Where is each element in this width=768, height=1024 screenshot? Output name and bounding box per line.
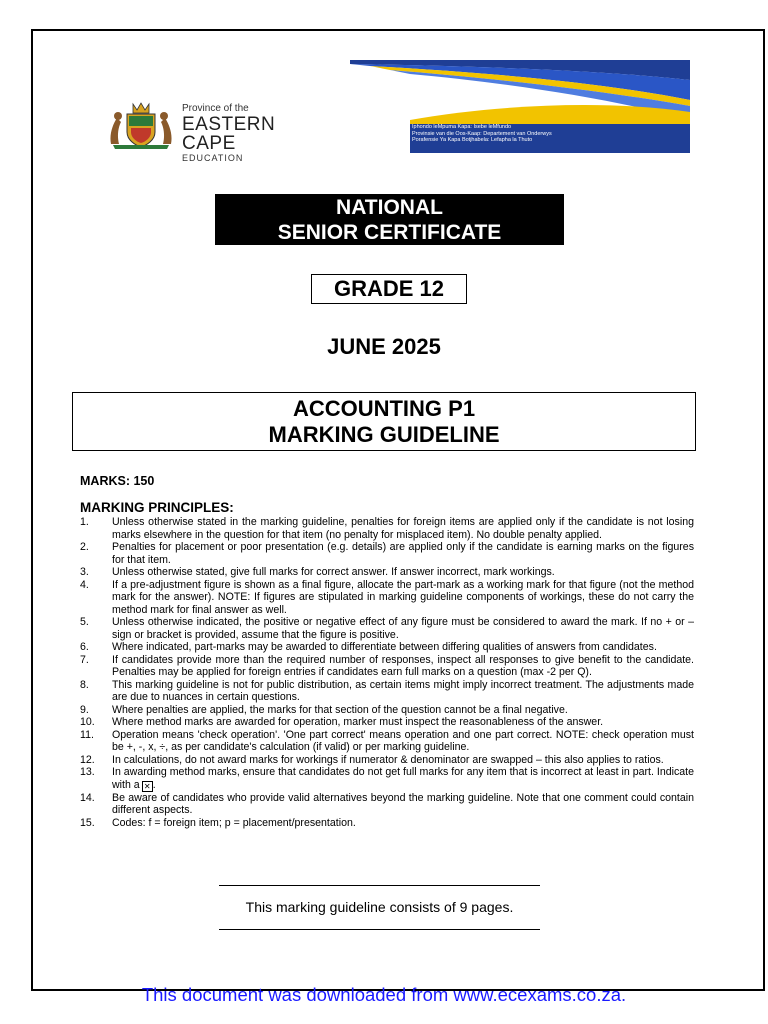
- list-item: [80, 817, 694, 830]
- item-number: 15.: [80, 816, 95, 829]
- item-number: 13.: [80, 766, 95, 778]
- item-text: Where penalties are applied, the marks for that section of the question cannot be a final negative.: [112, 703, 568, 716]
- list-item: [80, 516, 694, 541]
- list-item: [80, 641, 694, 654]
- list-item: [80, 766, 694, 792]
- coat-of-arms-icon: [107, 100, 175, 150]
- item-number: 7.: [80, 653, 89, 666]
- item-text-wrap: In awarding method marks, ensure that candidates do not get full marks for any item that is incorrect at least in part. Indicate with a ✕ .: [112, 766, 694, 791]
- list-item: [80, 541, 694, 566]
- grade-box: GRADE 12: [311, 274, 467, 304]
- document-type: MARKING GUIDELINE: [268, 422, 500, 447]
- nsc-title-box: [215, 194, 564, 245]
- marks-label: MARKS: 150: [80, 474, 155, 488]
- footer-divider-bottom: [219, 929, 540, 930]
- list-item: [80, 579, 694, 617]
- item-number: 10.: [80, 716, 95, 728]
- list-item: [80, 716, 694, 729]
- crossed-box-icon: ✕: [142, 781, 153, 792]
- item-text: If a pre-adjustment figure is shown as a final figure, allocate the part-mark as a working mark for that figure (not the method mark for the answer). NOTE: If figures are stipulated in marking guideline components of workings, these do not carry the method mark for final answer as well.: [112, 578, 694, 616]
- item-text: Unless otherwise indicated, the positive or negative effect of any figure must be considered to award the mark. If no + or – sign or bracket is provided, assume that the figure is positive.: [112, 616, 694, 641]
- province-of-label: Province of the: [182, 103, 249, 114]
- principles-heading: MARKING PRINCIPLES:: [80, 500, 234, 515]
- list-item: [80, 654, 694, 679]
- list-item: [80, 754, 694, 767]
- item-text: In calculations, do not award marks for workings if numerator & denominator are swapped – this also applies to ratios.: [112, 753, 664, 766]
- province-name: EASTERN CAPE: [182, 114, 276, 154]
- item-text: Where method marks are awarded for operation, marker must inspect the reasonableness of the answer.: [112, 716, 604, 728]
- footer-divider-top: [219, 885, 540, 886]
- item-text: If candidates provide more than the required number of responses, inspect all responses to give benefit to the candidate. Penalties may be applied for foreign entries if candidates earn full marks on a question (max -2 per Q).: [112, 653, 694, 678]
- banner-line: Provinsie van die Oos-Kaap: Departement van Onderwys: [412, 130, 552, 137]
- item-number: 5.: [80, 616, 89, 628]
- item-number: 14.: [80, 791, 95, 804]
- item-text: Unless otherwise stated, give full marks for correct answer. If answer incorrect, mark workings.: [112, 566, 555, 578]
- item-text: Where indicated, part-marks may be awarded to differentiate between differing qualities of answers from candidates.: [112, 641, 657, 653]
- item-text: Be aware of candidates who provide valid alternatives beyond the marking guideline. Note that one comment could contain different aspects.: [112, 791, 694, 816]
- title-national: NATIONAL: [336, 196, 443, 219]
- item-text: Unless otherwise stated in the marking guideline, penalties for foreign items are applied only if the candidate is not losing marks elsewhere in the question for that item (no penalty for misplaced item). No double penalty applied.: [112, 516, 694, 541]
- item-number: 8.: [80, 678, 89, 691]
- subject-title: ACCOUNTING P1: [292, 396, 476, 421]
- list-item: [80, 729, 694, 754]
- item-number: 3.: [80, 566, 89, 578]
- list-item: [80, 566, 694, 579]
- list-item: [80, 679, 694, 704]
- province-logo: [107, 100, 322, 163]
- banner-text: [412, 124, 552, 144]
- item-number: 2.: [80, 541, 89, 553]
- item-number: 12.: [80, 753, 95, 766]
- item-text: Codes: f = foreign item; p = placement/presentation.: [112, 816, 356, 829]
- principles-list: [80, 516, 694, 829]
- department-label: EDUCATION: [182, 153, 244, 163]
- page-count-note: This marking guideline consists of 9 pages.: [245, 899, 514, 915]
- item-text: This marking guideline is not for public distribution, as certain items might imply incorrect treatment. The adjustments made are due to nuances in certain questions.: [112, 678, 694, 703]
- download-source-note: This document was downloaded from www.ecexams.co.za.: [141, 984, 627, 1005]
- banner-line: Porafensie Ya Kapa Botjhabela: Lefapha la Thuto: [412, 137, 533, 143]
- item-number: 9.: [80, 703, 89, 716]
- banner-line: Iphondo leMpuma Kapa: Isebe leMfundo: [412, 124, 512, 130]
- item-number: 4.: [80, 578, 89, 591]
- list-item: [80, 792, 694, 817]
- title-senior-certificate: SENIOR CERTIFICATE: [277, 221, 502, 244]
- item-text: Penalties for placement or poor presentation (e.g. details) are applied only if the candidate is earning marks on the figures for that item.: [112, 541, 694, 566]
- exam-date: JUNE 2025: [327, 334, 441, 359]
- item-number: 11.: [80, 728, 94, 741]
- list-item: [80, 616, 694, 641]
- item-number: 6.: [80, 641, 89, 653]
- item-number: 1.: [80, 516, 89, 528]
- list-item: [80, 704, 694, 717]
- item-text: Operation means 'check operation'. 'One part correct' means operation and one part correct. NOTE: check operation must be +, -, x, ÷, as per candidate's calculation (if valid) or per marking guideline.: [112, 728, 694, 753]
- item-text: In awarding method marks, ensure that candidates do not get full marks for any item that is incorrect at least in part. Indicate with a: [112, 766, 694, 791]
- subject-box: [72, 392, 696, 451]
